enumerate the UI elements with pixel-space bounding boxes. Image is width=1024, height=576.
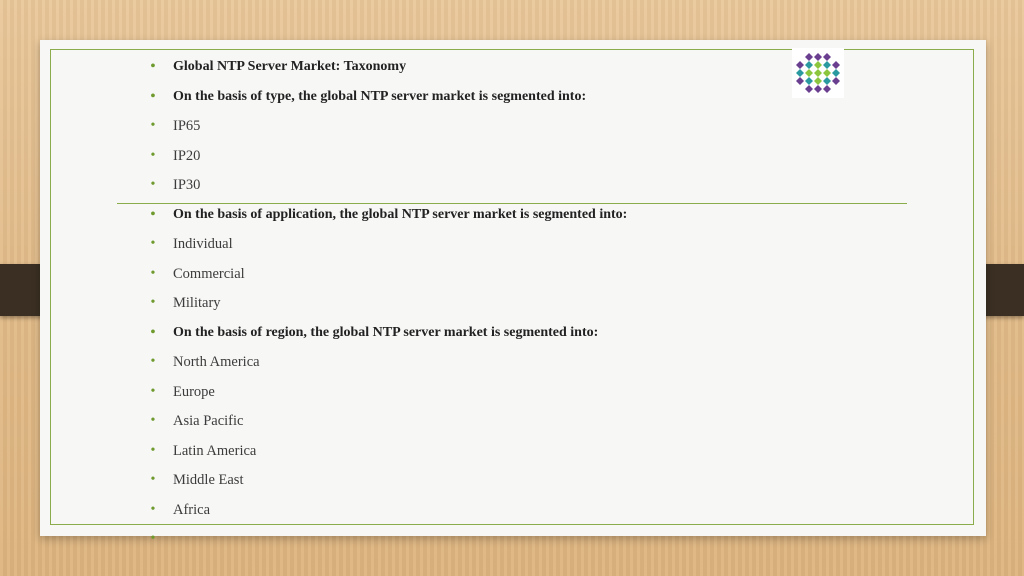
list-item-text: Latin America xyxy=(173,443,257,459)
list-item xyxy=(150,381,215,403)
list-item xyxy=(150,469,244,491)
list-item-text: On the basis of application, the global NTP server market is segmented into: xyxy=(173,207,628,222)
list-item xyxy=(150,204,628,226)
list-item-text: IP65 xyxy=(173,118,201,134)
list-item xyxy=(150,351,260,373)
bullet-icon: • xyxy=(150,236,156,251)
bullet-icon: • xyxy=(150,207,156,222)
list-item-text: Asia Pacific xyxy=(173,413,244,429)
bullet-icon: • xyxy=(150,325,156,340)
bullet-icon: • xyxy=(150,354,156,369)
list-item xyxy=(150,292,221,314)
bullet-icon: • xyxy=(150,59,156,74)
bullet-icon: • xyxy=(150,472,156,487)
list-item-text: On the basis of region, the global NTP server market is segmented into: xyxy=(173,325,599,340)
bullet-icon: • xyxy=(150,384,156,399)
bullet-icon: • xyxy=(150,266,156,281)
list-item-text: Individual xyxy=(173,236,233,252)
list-item xyxy=(150,410,244,432)
bullet-icon: • xyxy=(150,89,156,104)
bullet-icon: • xyxy=(150,413,156,428)
list-item-text: IP30 xyxy=(173,177,201,193)
bullet-icon: • xyxy=(150,502,156,517)
list-item xyxy=(150,233,233,255)
list-item-text: Global NTP Server Market: Taxonomy xyxy=(173,59,407,74)
list-item xyxy=(150,499,211,521)
bullet-icon: • xyxy=(150,118,156,133)
list-item xyxy=(150,86,587,108)
list-item xyxy=(150,145,201,167)
bullet-icon: • xyxy=(150,295,156,310)
bullet-icon: • xyxy=(150,177,156,192)
list-item xyxy=(150,322,599,344)
list-item xyxy=(150,440,257,462)
list-item xyxy=(150,263,245,285)
list-item-text: Commercial xyxy=(173,266,245,282)
list-item-text: On the basis of type, the global NTP server market is segmented into: xyxy=(173,89,587,104)
bullet-icon: • xyxy=(150,148,156,163)
list-item xyxy=(150,174,201,196)
list-item-text: IP20 xyxy=(173,148,201,164)
list-item-text: Military xyxy=(173,295,221,311)
list-item-text: Middle East xyxy=(173,472,244,488)
list-item xyxy=(150,56,407,78)
list-item-text: Africa xyxy=(173,502,211,518)
bullet-icon: • xyxy=(150,531,156,546)
list-item xyxy=(150,115,201,137)
list-item-text: Europe xyxy=(173,384,215,400)
bullet-icon: • xyxy=(150,443,156,458)
list-item-text: North America xyxy=(173,354,260,370)
